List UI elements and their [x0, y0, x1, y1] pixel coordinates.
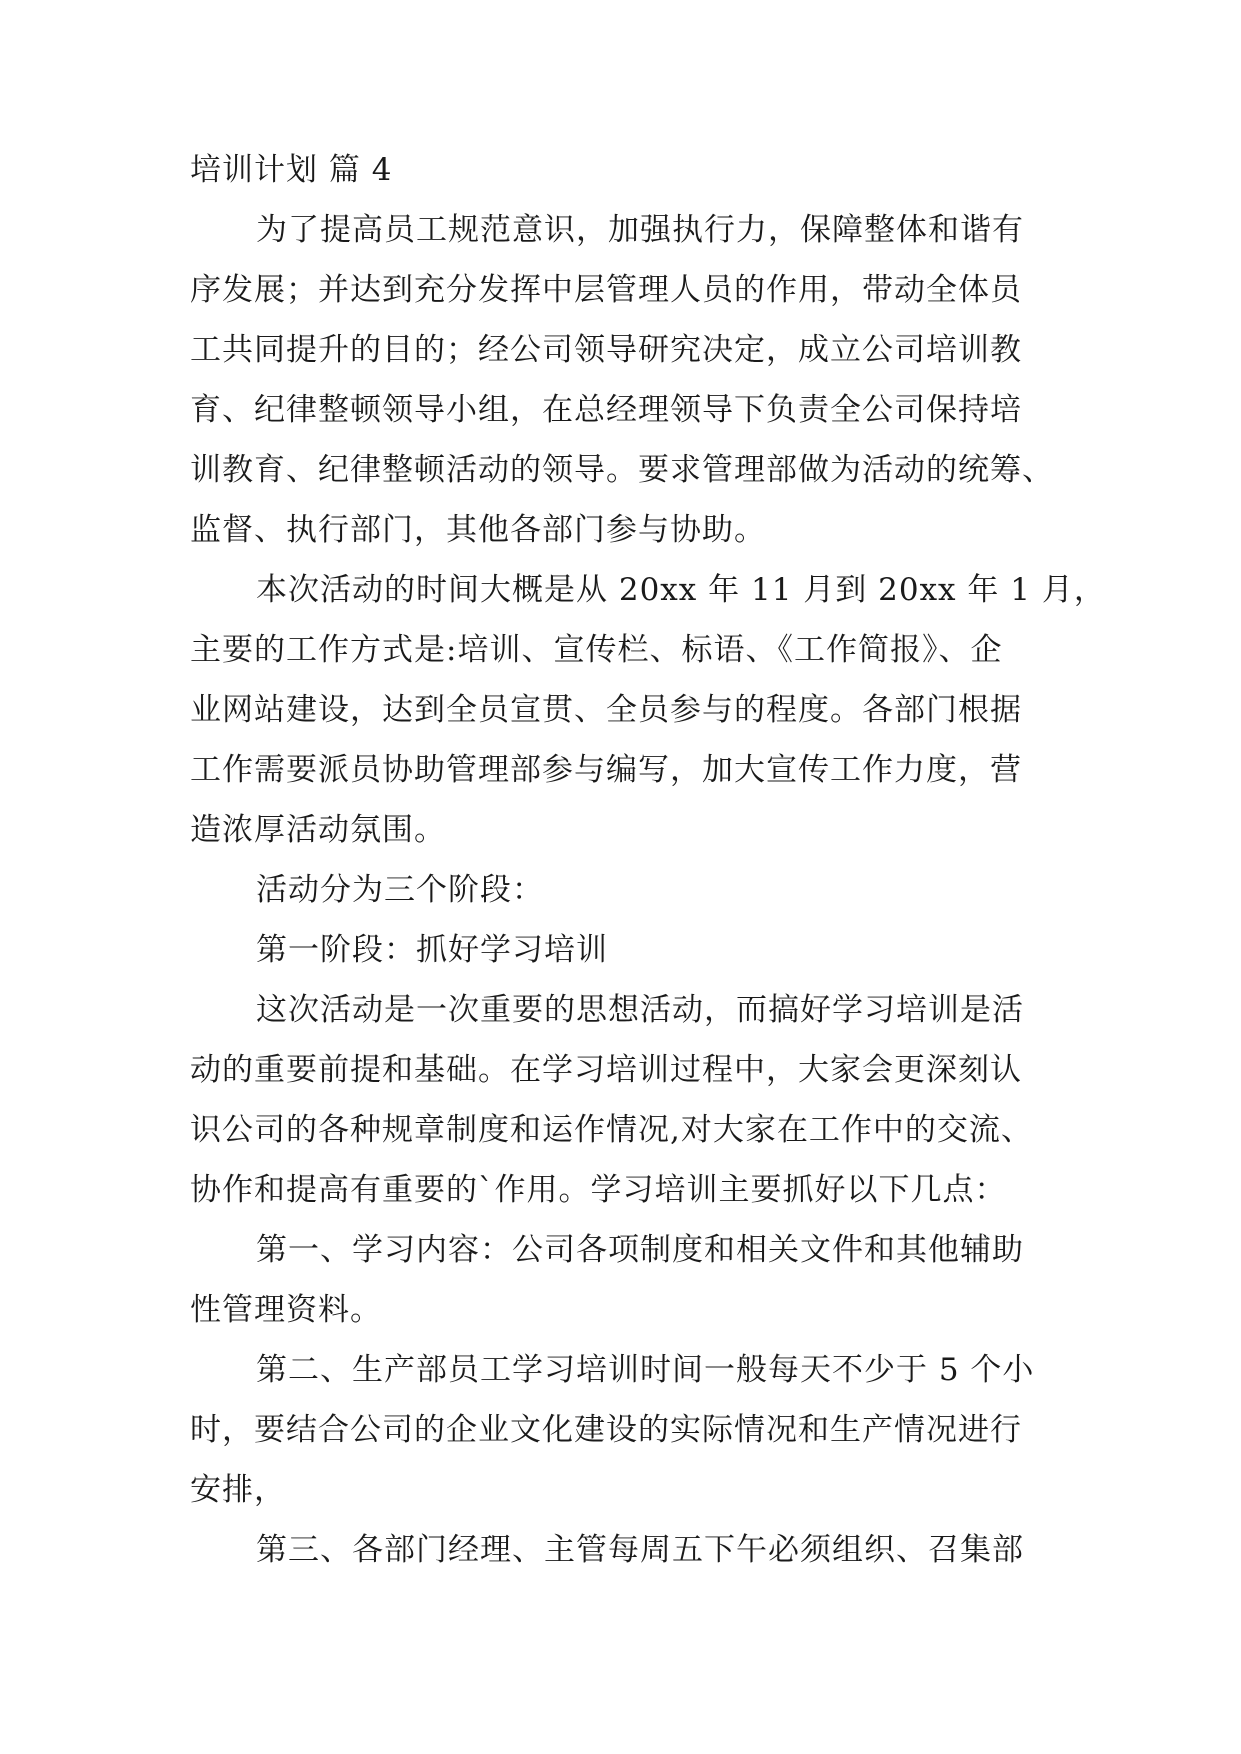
paragraph-2-line-3: 业网站建设，达到全员宣贯、全员参与的程度。各部门根据: [190, 692, 1022, 728]
paragraph-1-line-2: 序发展；并达到充分发挥中层管理人员的作用，带动全体员: [190, 272, 1022, 308]
paragraph-1-line-3: 工共同提升的目的；经公司领导研究决定，成立公司培训教: [190, 332, 1022, 368]
paragraph-6-line-2: 时，要结合公司的企业文化建设的实际情况和生产情况进行: [190, 1412, 1022, 1448]
paragraph-2-line-2: 主要的工作方式是:培训、宣传栏、标语、《工作简报》、企: [190, 632, 1003, 668]
paragraph-4-line-2: 动的重要前提和基础。在学习培训过程中，大家会更深刻认: [190, 1052, 1022, 1088]
paragraph-4-line-1: 这次活动是一次重要的思想活动，而搞好学习培训是活: [256, 992, 1024, 1028]
paragraph-4-line-3: 识公司的各种规章制度和运作情况,对大家在工作中的交流、: [190, 1112, 1033, 1148]
document-title: 培训计划 篇 4: [190, 152, 393, 188]
paragraph-5-line-2: 性管理资料。: [190, 1292, 382, 1328]
paragraph-2-line-5: 造浓厚活动氛围。: [190, 812, 446, 848]
paragraph-6-line-3: 安排，: [190, 1472, 286, 1508]
paragraph-1-line-6: 监督、执行部门，其他各部门参与协助。: [190, 512, 766, 548]
paragraph-5-line-1: 第一、学习内容：公司各项制度和相关文件和其他辅助: [256, 1232, 1024, 1268]
paragraph-2-line-4: 工作需要派员协助管理部参与编写，加大宣传工作力度，营: [190, 752, 1022, 788]
paragraph-3-line-1: 活动分为三个阶段：: [256, 872, 544, 908]
paragraph-1-line-1: 为了提高员工规范意识，加强执行力，保障整体和谐有: [256, 212, 1024, 248]
section-heading-stage-1: 第一阶段：抓好学习培训: [256, 932, 608, 968]
paragraph-2-line-1: 本次活动的时间大概是从 20xx 年 11 月到 20xx 年 1 月，: [256, 572, 1106, 608]
paragraph-1-line-5: 训教育、纪律整顿活动的领导。要求管理部做为活动的统筹、: [190, 452, 1054, 488]
paragraph-7-line-1: 第三、各部门经理、主管每周五下午必须组织、召集部: [256, 1532, 1024, 1568]
paragraph-1-line-4: 育、纪律整顿领导小组，在总经理领导下负责全公司保持培: [190, 392, 1022, 428]
paragraph-6-line-1: 第二、生产部员工学习培训时间一般每天不少于 5 个小: [256, 1352, 1035, 1388]
paragraph-4-line-4: 协作和提高有重要的`作用。学习培训主要抓好以下几点：: [190, 1172, 1007, 1208]
